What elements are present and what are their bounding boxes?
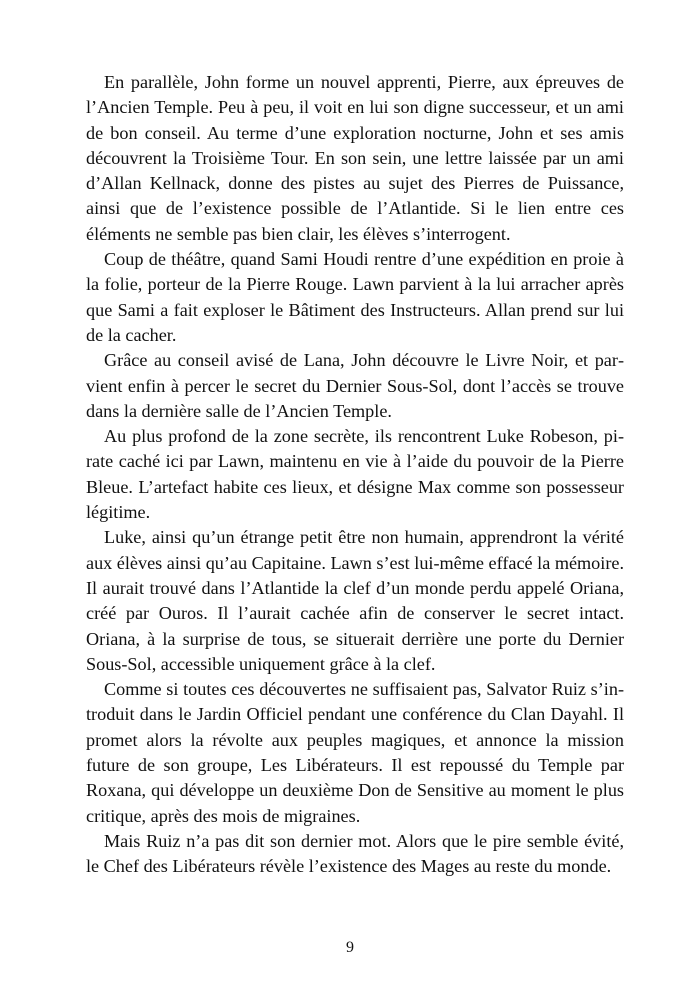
paragraph: Coup de théâtre, quand Sami Houdi rentre d’une expédition en proie à la folie, porteur de la Pierre Rouge. Lawn parvient à la lui arracher après que Sami a fait exploser le Bâtiment des Instructeurs. Allan prend sur lui de la cacher.	[86, 249, 624, 345]
body-text	[86, 70, 624, 880]
paragraph: Mais Ruiz n’a pas dit son dernier mot. Alors que le pire semble évité, le Chef des Libérateurs révèle l’existence des Mages au reste du monde.	[86, 830, 624, 877]
paragraph: Au plus profond de la zone secrète, ils rencontrent Luke Robeson, pirate caché ici par Lawn, maintenu en vie à l’aide du pouvoir de la Pierre Bleue. L’artefact habite ces lieux, et désigne Max comme son possesseur légitime.	[86, 426, 624, 523]
paragraph: Comme si toutes ces découvertes ne suffisaient pas, Salvator Ruiz s’introduit dans le Jardin Officiel pendant une conférence du Clan Dayahl. Il promet alors la révolte aux peuples magiques, et annonce la mission future de son groupe, Les Libérateurs. Il est repoussé du Temple par Roxana, qui développe un deuxième Don de Sensitive au moment le plus critique, après des mois de migraines.	[86, 679, 624, 826]
page-number: 9	[346, 939, 354, 956]
paragraph: Grâce au conseil avisé de Lana, John découvre le Livre Noir, et parvient enfin à percer le secret du Dernier Sous-Sol, dont l’accès se trouve dans la dernière salle de l’Ancien Temple.	[86, 350, 624, 421]
paragraph: Luke, ainsi qu’un étrange petit être non humain, apprendront la vérité aux élèves ainsi qu’au Capitaine. Lawn s’est lui-même effacé la mémoire. Il aurait trouvé dans l’Atlantide la clef d’un monde perdu appelé Oriana, créé par Ouros. Il l’aurait cachée afin de conserver le secret intact. Oriana, à la surprise de tous, se situerait derrière une porte du Dernier Sous-Sol, accessible uniquement grâce à la clef.	[86, 527, 625, 674]
paragraph: En parallèle, John forme un nouvel apprenti, Pierre, aux épreuves de l’Ancien Temple. Peu à peu, il voit en lui son digne successeur, et un ami de bon conseil. Au terme d’une exploration nocturne, John et ses amis découvrent la Troisième Tour. En son sein, une lettre laissée par un ami d’Allan Kellnack, donne des pistes au sujet des Pierres de Puissance, ainsi que de l’existence possible de l’Atlantide. Si le lien entre ces éléments ne semble pas bien clair, les élèves s’interrogent.	[86, 72, 624, 244]
